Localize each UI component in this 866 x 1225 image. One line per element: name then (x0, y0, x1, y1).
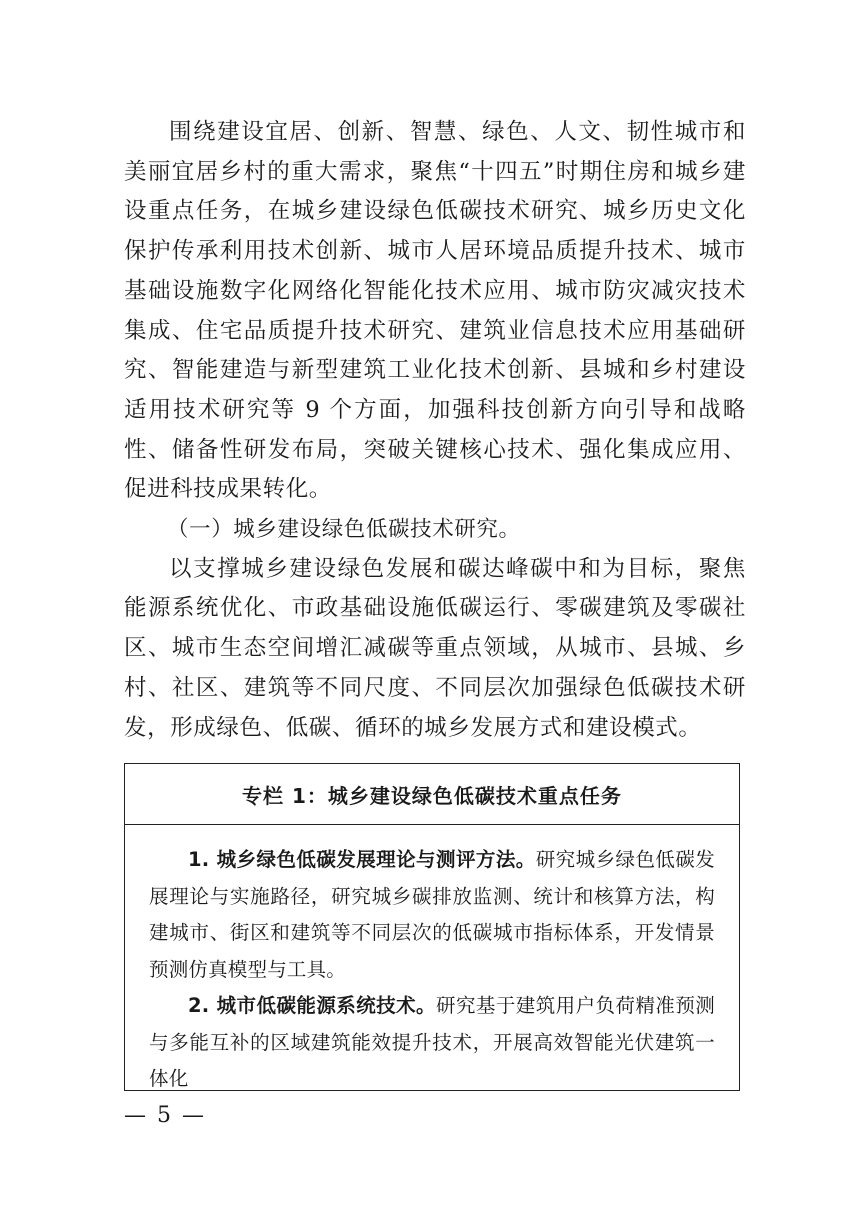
page-number: — 5 — (124, 1103, 206, 1128)
section-paragraph: 以支撑城乡建设绿色发展和碳达峰碳中和为目标，聚焦能源系统优化、市政基础设施低碳运行、零碳建筑及零碳社区、城市生态空间增汇减碳等重点领域，从城市、县城、乡村、社区、建筑等不同尺度、不同层次加强绿色低碳技术研发，形成绿色、低碳、循环的城乡发展方式和建设模式。 (124, 555, 746, 741)
column-item-1 (149, 842, 715, 988)
column-box-body (125, 825, 739, 1098)
column-item-1-text: 研究城乡绿色低碳发展理论与实施路径，研究城乡碳排放监测、统计和核算方法，构建城市、街区和建筑等不同层次的低碳城市指标体系，开发情景预测仿真模型与工具。 (149, 848, 715, 981)
column-box (124, 763, 740, 1091)
intro-paragraph: 围绕建设宜居、创新、智慧、绿色、人文、韧性城市和美丽宜居乡村的重大需求，聚焦“十四五”时期住房和城乡建设重点任务，在城乡建设绿色低碳技术研究、城乡历史文化保护传承利用技术创新、城市人居环境品质提升技术、城市基础设施数字化网络化智能化技术应用、城市防灾减灾技术集成、住宅品质提升技术研究、建筑业信息技术应用基础研究、智能建造与新型建筑工业化技术创新、县城和乡村建设适用技术研究等 9 个方面，加强科技创新方向引导和战略性、储备性研发布局，突破关键核心技术、强化集成应用、促进科技成果转化。 (124, 119, 746, 503)
section-heading: （一）城乡建设绿色低碳技术研究。 (167, 517, 521, 543)
column-item-2 (149, 988, 715, 1098)
column-item-2-lead: 2. 城市低碳能源系统技术。 (188, 994, 436, 1017)
body-text (124, 113, 746, 748)
column-item-2-text: 研究基于建筑用户负荷精准预测与多能互补的区域建筑能效提升技术，开展高效智能光伏建筑一体化 (149, 994, 715, 1090)
column-item-1-lead: 1. 城乡绿色低碳发展理论与测评方法。 (188, 848, 536, 871)
column-box-title: 专栏 1：城乡建设绿色低碳技术重点任务 (125, 764, 739, 825)
